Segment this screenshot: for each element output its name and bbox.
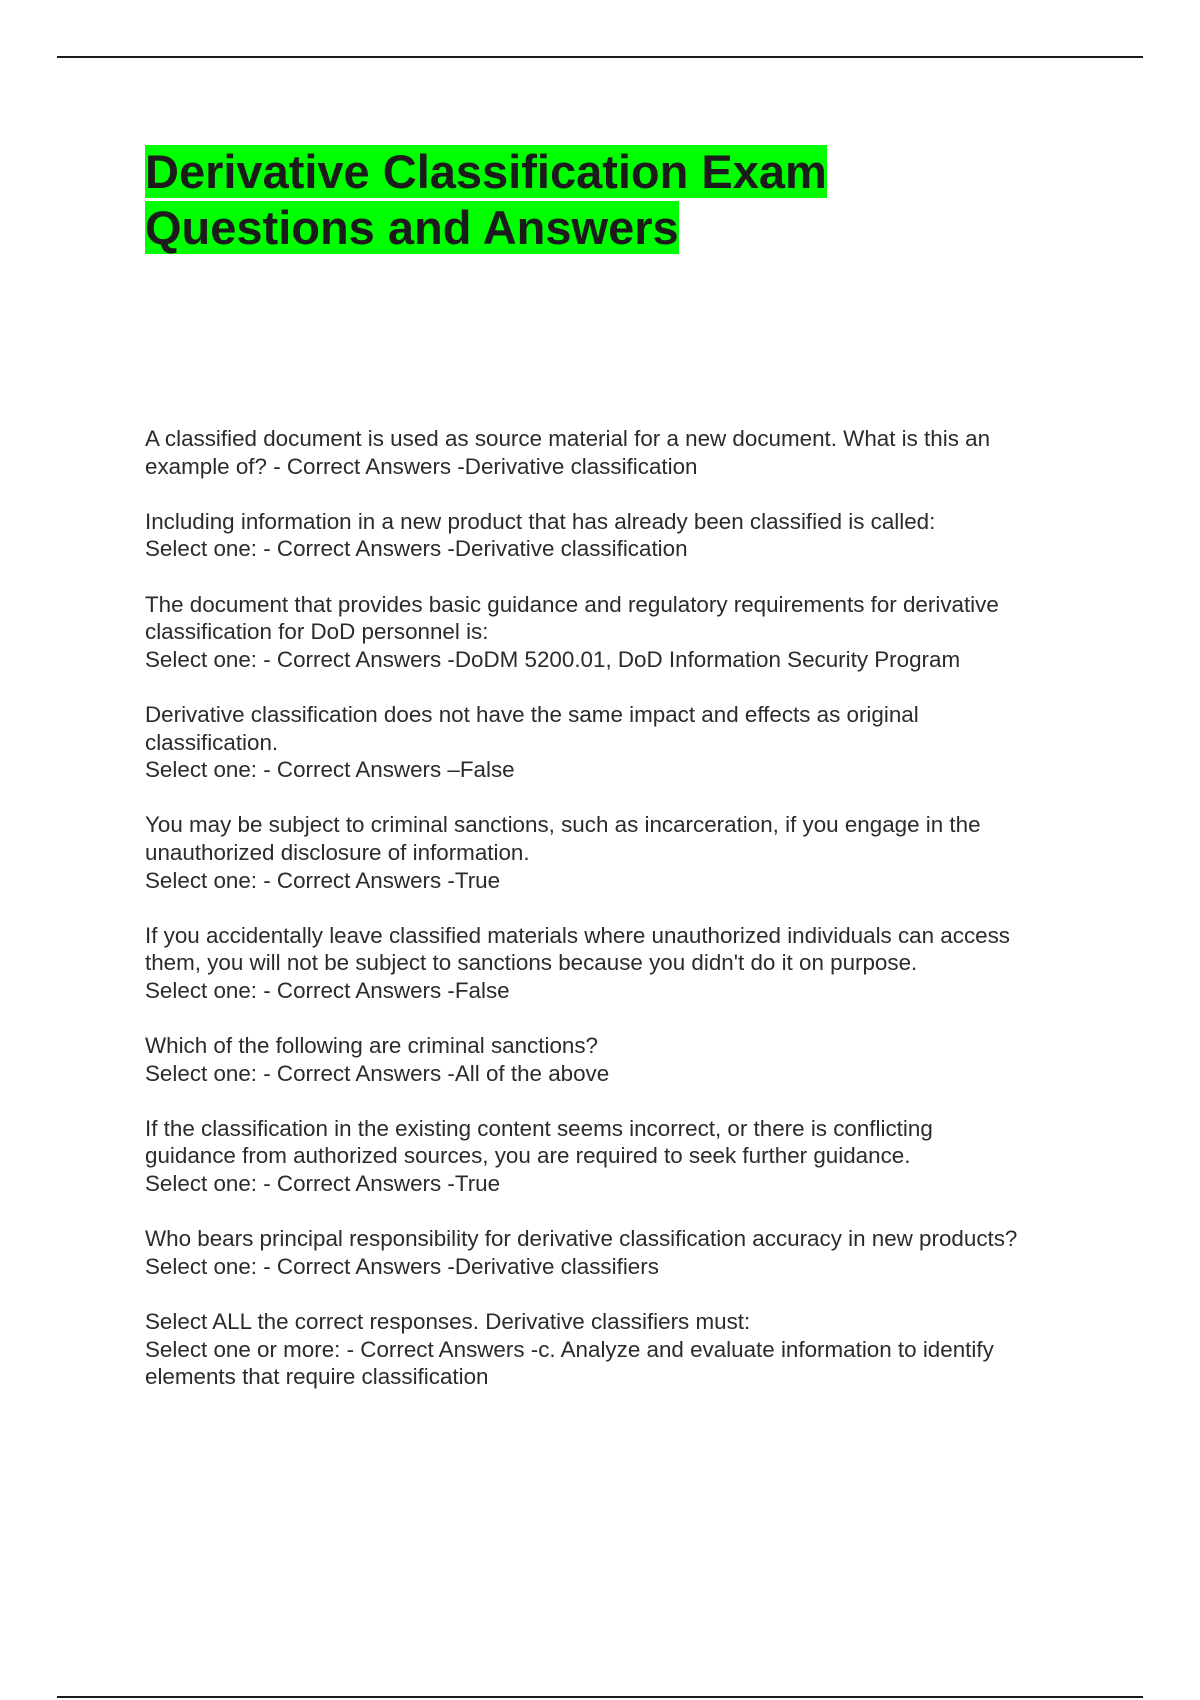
qa-line: guidance from authorized sources, you are required to seek further guidance. [145,1143,911,1169]
qa-line: Select one: - Correct Answers -False [145,977,510,1003]
qa-item [145,508,1095,563]
qa-line: Which of the following are criminal sanctions? [145,1033,598,1059]
qa-line: Select one: - Correct Answers -Derivative classification [145,536,688,562]
qa-line: Select one: - Correct Answers -All of the above [145,1060,610,1086]
qa-line: Select one: - Correct Answers -True [145,867,501,893]
qa-line: elements that require classification [145,1364,489,1390]
qa-line: Derivative classification does not have the same impact and effects as original [145,701,919,727]
qa-item [145,1225,1095,1280]
qa-line: Select one: - Correct Answers -DoDM 5200.01, DoD Information Security Program [145,646,961,672]
qa-line: If the classification in the existing content seems incorrect, or there is conflicting [145,1115,933,1141]
qa-line: Select one or more: - Correct Answers -c. Analyze and evaluate information to identify [145,1336,994,1362]
bottom-rule [57,1696,1143,1698]
top-rule [57,56,1143,58]
qa-line: them, you will not be subject to sanctions because you didn't do it on purpose. [145,950,918,976]
qa-item [145,922,1095,1005]
qa-line: If you accidentally leave classified materials where unauthorized individuals can access [145,922,1010,948]
qa-item [145,1115,1095,1198]
qa-item [145,701,1095,784]
title-line-2: Questions and Answers [145,201,679,254]
qa-line: example of? - Correct Answers -Derivative classification [145,453,698,479]
qa-item [145,1308,1095,1391]
qa-line: Select one: - Correct Answers –False [145,757,515,783]
qa-list [145,425,1095,1418]
qa-item [145,811,1095,894]
qa-line: A classified document is used as source material for a new document. What is this an [145,426,991,451]
qa-item [145,1032,1095,1087]
qa-line: Including information in a new product that has already been classified is called: [145,508,936,534]
qa-line: classification. [145,729,279,755]
qa-item [145,591,1095,674]
title-line-1: Derivative Classification Exam [145,145,827,198]
document-title [145,144,827,256]
qa-line: Select one: - Correct Answers -Derivative classifiers [145,1253,659,1279]
qa-line: You may be subject to criminal sanctions, such as incarceration, if you engage in the [145,812,981,838]
qa-line: Who bears principal responsibility for derivative classification accuracy in new products? [145,1226,1018,1252]
qa-line: unauthorized disclosure of information. [145,839,530,865]
qa-line: classification for DoD personnel is: [145,619,489,645]
qa-line: Select ALL the correct responses. Derivative classifiers must: [145,1309,751,1334]
qa-item [145,425,1095,480]
qa-line: Select one: - Correct Answers -True [145,1171,501,1197]
qa-line: The document that provides basic guidance and regulatory requirements for derivative [145,591,999,617]
